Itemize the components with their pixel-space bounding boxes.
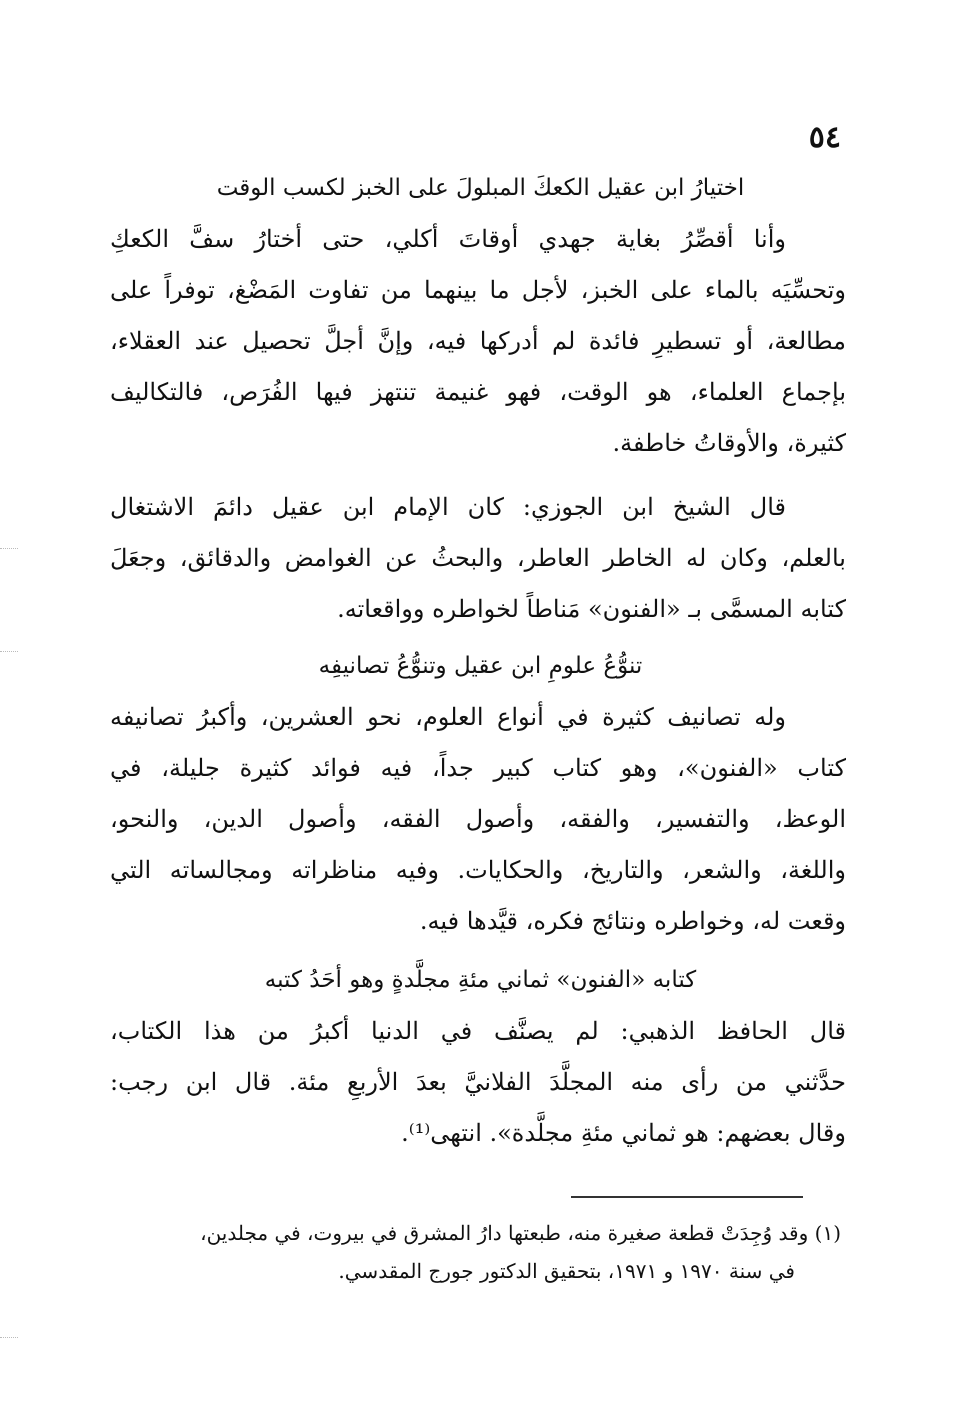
paragraph-line: وقعت له، وخواطره ونتائج فكره، قيَّدها فيه. <box>419 907 846 935</box>
paragraph-line: وتحسِّيَه بالماء على الخبز، لأجل ما بينهما من تفاوت المَضْغ، توفراً على <box>110 276 846 304</box>
paragraph-line: مطالعة، أو تسطيرِ فائدة لم أدركها فيه، وإنَّ أجلَّ تحصيل عند العقلاء، <box>110 327 846 355</box>
footnote <box>130 1214 841 1290</box>
page-number: ٥٤ <box>808 120 841 155</box>
paragraph-line: قال الشيخ ابن الجوزي: كان الإمام ابن عقيل دائمَ الاشتغال <box>110 493 786 521</box>
section-heading-alfunun: كتابه «الفنون» ثماني مئةِ مجلَّدةٍ وهو أحَدُ كتبه <box>264 967 697 993</box>
paragraph-line: بإجماع العلماء، هو الوقت، فهو غنيمة تنتهز فيها الفُرَص، فالتكاليف <box>110 378 846 406</box>
footnote-separator <box>571 1196 803 1198</box>
scan-edge-mark <box>0 1337 18 1338</box>
paragraph-line: الوعظ، والتفسير، والفقه، وأصول الفقه، وأصول الدين، والنحو، <box>110 805 846 833</box>
scan-edge-mark <box>0 651 18 652</box>
footnote-line: (١) وقد وُجِدَتْ قطعة صغيرة منه، طبعتها دارُ المشرق في بيروت، في مجلدين، <box>200 1221 841 1245</box>
paragraph-line: كتاب «الفنون»، وهو كتاب كبير جداً، فيه فوائد كثيرة جليلة، في <box>110 754 846 782</box>
section-heading-time: اختيارُ ابن عقيل الكعكَ المبلولَ على الخبز لكسب الوقت <box>216 175 745 201</box>
paragraph-line: بالعلم، وكان له الخاطر العاطر، والبحثُ عن الغوامض والدقائق، وجعَلَ <box>110 544 846 572</box>
paragraph-line: وأنا أقصِّرُ بغاية جهدي أوقاتَ أكلي، حتى أختارُ سفَّ الكعكِ <box>110 225 786 253</box>
paragraph-time <box>110 214 846 469</box>
paragraph-line: كثيرة، والأوقاتُ خاطفة. <box>612 429 846 457</box>
paragraph-line: وله تصانيف كثيرة في أنواع العلوم، نحو العشرين، وأكبرُ تصانيفه <box>110 703 786 731</box>
scan-edge-mark <box>0 548 18 549</box>
paragraph-line: وقال بعضهم: هو ثماني مئةِ مجلَّدة». انتهى⁽¹⁾. <box>401 1119 846 1147</box>
paragraph-line: كتابه المسمَّى بـ «الفنون» مَناطاً لخواطره وواقعاته. <box>337 595 846 623</box>
footnote-line: في سنة ١٩٧٠ و ١٩٧١، بتحقيق الدكتور جورج المقدسي. <box>338 1259 795 1283</box>
section-heading-works: تنوُّعُ علومِ ابن عقيل وتنوُّعُ تصانيفِه <box>318 653 643 679</box>
paragraph-ibn-aljawzi <box>110 482 846 635</box>
paragraph-line: قال الحافظ الذهبي: لم يصنَّف في الدنيا أكبرُ من هذا الكتاب، <box>110 1017 846 1045</box>
paragraph-works <box>110 692 846 947</box>
paragraph-alfunun <box>110 1006 846 1159</box>
paragraph-line: واللغة، والشعر، والتاريخ، والحكايات. وفيه مناظراته ومجالساته التي <box>110 856 846 884</box>
paragraph-line: حدَّثني من رأى منه المجلَّدَ الفلانيَّ بعدَ الأربعِ مئة. قال ابن رجب: <box>110 1068 846 1096</box>
